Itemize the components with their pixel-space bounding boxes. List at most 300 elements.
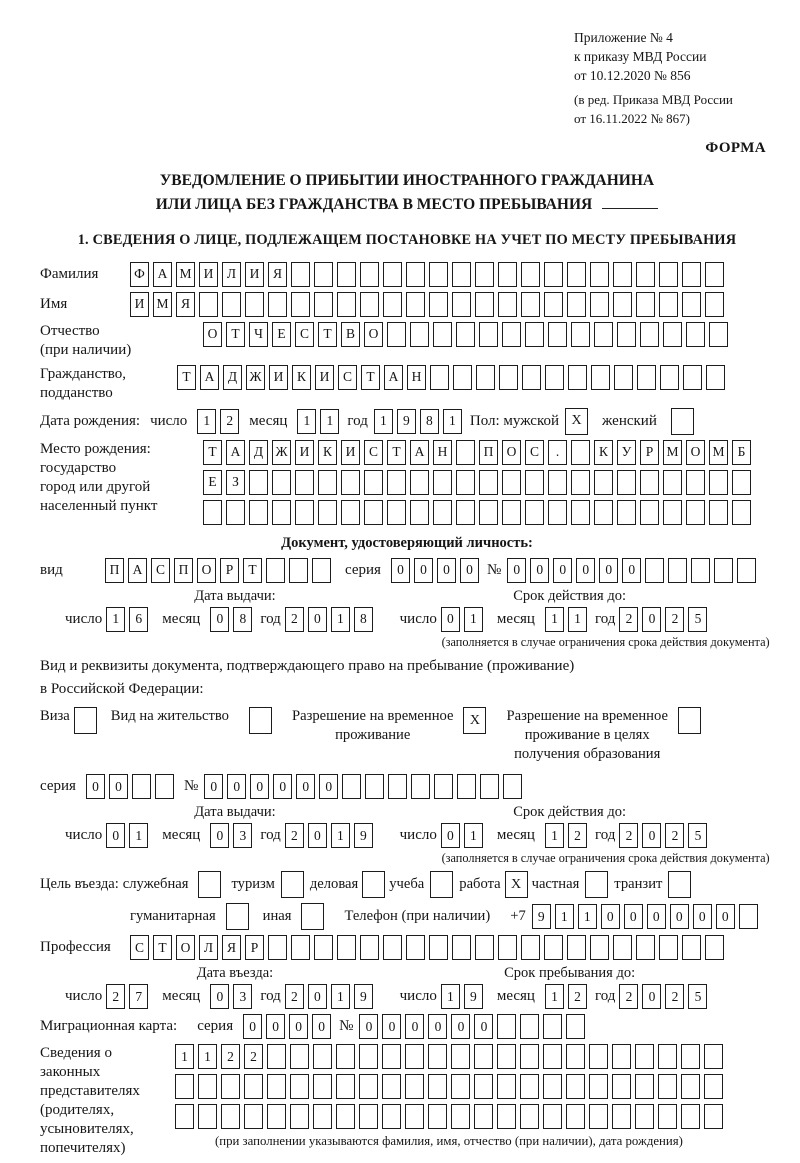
char-cell[interactable] — [456, 470, 475, 495]
char-cell[interactable]: 1 — [464, 823, 483, 848]
char-cell[interactable] — [360, 262, 379, 287]
char-cell[interactable] — [410, 500, 429, 525]
char-cell[interactable]: М — [176, 262, 195, 287]
char-cell[interactable]: С — [338, 365, 357, 390]
char-cell[interactable]: 0 — [624, 904, 643, 929]
char-cell[interactable]: И — [315, 365, 334, 390]
char-cell[interactable] — [635, 1074, 654, 1099]
char-cell[interactable] — [337, 292, 356, 317]
char-cell[interactable]: 3 — [233, 984, 252, 1009]
char-cell[interactable]: 1 — [129, 823, 148, 848]
char-cell[interactable] — [365, 774, 384, 799]
char-cell[interactable]: 0 — [670, 904, 689, 929]
char-cell[interactable]: 9 — [464, 984, 483, 1009]
char-cell[interactable] — [387, 322, 406, 347]
char-cell[interactable] — [503, 774, 522, 799]
char-cell[interactable] — [498, 292, 517, 317]
char-cell[interactable]: Д — [249, 440, 268, 465]
char-cell[interactable]: 0 — [647, 904, 666, 929]
char-cell[interactable]: 2 — [665, 607, 684, 632]
char-cell[interactable] — [428, 1044, 447, 1069]
char-cell[interactable] — [543, 1104, 562, 1129]
char-cell[interactable]: 2 — [619, 607, 638, 632]
char-cell[interactable] — [567, 262, 586, 287]
char-cell[interactable]: Ф — [130, 262, 149, 287]
char-cell[interactable] — [453, 365, 472, 390]
char-cell[interactable] — [568, 365, 587, 390]
char-cell[interactable] — [198, 1074, 217, 1099]
char-cell[interactable] — [521, 292, 540, 317]
char-cell[interactable] — [359, 1074, 378, 1099]
char-cell[interactable] — [522, 365, 541, 390]
char-cell[interactable] — [479, 470, 498, 495]
char-cell[interactable]: Ж — [246, 365, 265, 390]
char-cell[interactable] — [476, 365, 495, 390]
char-cell[interactable]: И — [341, 440, 360, 465]
char-cell[interactable]: 2 — [665, 823, 684, 848]
char-cell[interactable]: С — [130, 935, 149, 960]
char-cell[interactable] — [410, 322, 429, 347]
char-cell[interactable] — [645, 558, 664, 583]
char-cell[interactable] — [636, 935, 655, 960]
char-cell[interactable] — [474, 1044, 493, 1069]
char-cell[interactable]: 0 — [359, 1014, 378, 1039]
char-cell[interactable] — [451, 1074, 470, 1099]
char-cell[interactable]: И — [245, 262, 264, 287]
char-cell[interactable] — [314, 262, 333, 287]
char-cell[interactable] — [498, 262, 517, 287]
char-cell[interactable]: Т — [226, 322, 245, 347]
char-cell[interactable] — [686, 470, 705, 495]
purpose-gumanitarnaya-checkbox[interactable] — [226, 903, 249, 930]
char-cell[interactable] — [543, 1044, 562, 1069]
char-cell[interactable]: Р — [220, 558, 239, 583]
char-cell[interactable] — [594, 500, 613, 525]
char-cell[interactable] — [521, 262, 540, 287]
char-cell[interactable] — [525, 322, 544, 347]
char-cell[interactable] — [709, 470, 728, 495]
char-cell[interactable] — [617, 322, 636, 347]
char-cell[interactable] — [617, 470, 636, 495]
char-cell[interactable] — [502, 500, 521, 525]
char-cell[interactable]: 0 — [716, 904, 735, 929]
char-cell[interactable] — [312, 558, 331, 583]
char-cell[interactable] — [544, 262, 563, 287]
char-cell[interactable]: Т — [203, 440, 222, 465]
char-cell[interactable] — [203, 500, 222, 525]
char-cell[interactable] — [613, 292, 632, 317]
char-cell[interactable]: 6 — [129, 607, 148, 632]
char-cell[interactable]: О — [176, 935, 195, 960]
char-cell[interactable] — [428, 1074, 447, 1099]
char-cell[interactable]: Б — [732, 440, 751, 465]
char-cell[interactable]: 0 — [243, 1014, 262, 1039]
char-cell[interactable]: 9 — [397, 409, 416, 434]
char-cell[interactable] — [452, 292, 471, 317]
char-cell[interactable]: 1 — [545, 607, 564, 632]
char-cell[interactable] — [525, 500, 544, 525]
char-cell[interactable] — [520, 1014, 539, 1039]
char-cell[interactable] — [737, 558, 756, 583]
char-cell[interactable] — [571, 322, 590, 347]
char-cell[interactable]: Р — [640, 440, 659, 465]
char-cell[interactable]: 0 — [308, 607, 327, 632]
char-cell[interactable] — [704, 1074, 723, 1099]
char-cell[interactable]: 0 — [382, 1014, 401, 1039]
char-cell[interactable] — [405, 1044, 424, 1069]
char-cell[interactable] — [382, 1104, 401, 1129]
char-cell[interactable] — [497, 1104, 516, 1129]
char-cell[interactable] — [590, 935, 609, 960]
char-cell[interactable] — [267, 1104, 286, 1129]
char-cell[interactable] — [364, 500, 383, 525]
char-cell[interactable] — [566, 1104, 585, 1129]
char-cell[interactable] — [429, 262, 448, 287]
char-cell[interactable] — [337, 262, 356, 287]
char-cell[interactable]: И — [295, 440, 314, 465]
char-cell[interactable] — [613, 262, 632, 287]
char-cell[interactable] — [268, 935, 287, 960]
char-cell[interactable]: 9 — [532, 904, 551, 929]
char-cell[interactable]: А — [200, 365, 219, 390]
char-cell[interactable]: 0 — [296, 774, 315, 799]
char-cell[interactable] — [291, 292, 310, 317]
char-cell[interactable] — [267, 1044, 286, 1069]
char-cell[interactable] — [691, 558, 710, 583]
char-cell[interactable]: У — [617, 440, 636, 465]
char-cell[interactable]: 0 — [319, 774, 338, 799]
char-cell[interactable]: С — [525, 440, 544, 465]
char-cell[interactable] — [640, 500, 659, 525]
char-cell[interactable] — [244, 1074, 263, 1099]
char-cell[interactable] — [474, 1104, 493, 1129]
char-cell[interactable] — [594, 322, 613, 347]
char-cell[interactable]: М — [663, 440, 682, 465]
char-cell[interactable]: 0 — [391, 558, 410, 583]
char-cell[interactable] — [475, 292, 494, 317]
char-cell[interactable]: Я — [176, 292, 195, 317]
char-cell[interactable]: 0 — [601, 904, 620, 929]
char-cell[interactable] — [612, 1044, 631, 1069]
char-cell[interactable]: З — [226, 470, 245, 495]
char-cell[interactable] — [245, 292, 264, 317]
char-cell[interactable]: Н — [407, 365, 426, 390]
char-cell[interactable]: А — [153, 262, 172, 287]
char-cell[interactable]: А — [128, 558, 147, 583]
char-cell[interactable]: В — [341, 322, 360, 347]
char-cell[interactable]: 7 — [129, 984, 148, 1009]
char-cell[interactable] — [475, 262, 494, 287]
purpose-turizm-checkbox[interactable] — [281, 871, 304, 898]
char-cell[interactable] — [406, 292, 425, 317]
char-cell[interactable] — [313, 1044, 332, 1069]
char-cell[interactable] — [383, 935, 402, 960]
char-cell[interactable] — [451, 1104, 470, 1129]
char-cell[interactable]: 0 — [530, 558, 549, 583]
char-cell[interactable]: 1 — [197, 409, 216, 434]
char-cell[interactable]: Е — [272, 322, 291, 347]
char-cell[interactable] — [659, 262, 678, 287]
char-cell[interactable] — [636, 262, 655, 287]
char-cell[interactable]: А — [410, 440, 429, 465]
char-cell[interactable]: К — [318, 440, 337, 465]
char-cell[interactable]: 0 — [576, 558, 595, 583]
char-cell[interactable] — [706, 365, 725, 390]
char-cell[interactable] — [732, 470, 751, 495]
char-cell[interactable] — [249, 500, 268, 525]
char-cell[interactable] — [548, 470, 567, 495]
char-cell[interactable] — [704, 1044, 723, 1069]
char-cell[interactable]: 0 — [642, 984, 661, 1009]
char-cell[interactable]: 1 — [198, 1044, 217, 1069]
char-cell[interactable] — [544, 292, 563, 317]
char-cell[interactable]: 1 — [545, 823, 564, 848]
char-cell[interactable]: 0 — [86, 774, 105, 799]
temp-permit-checkbox[interactable]: X — [463, 707, 486, 734]
char-cell[interactable]: 5 — [688, 607, 707, 632]
char-cell[interactable]: Р — [245, 935, 264, 960]
char-cell[interactable] — [686, 322, 705, 347]
char-cell[interactable] — [705, 935, 724, 960]
char-cell[interactable]: И — [199, 262, 218, 287]
char-cell[interactable]: 0 — [441, 607, 460, 632]
char-cell[interactable] — [313, 1074, 332, 1099]
char-cell[interactable] — [571, 470, 590, 495]
char-cell[interactable] — [456, 500, 475, 525]
char-cell[interactable]: 1 — [320, 409, 339, 434]
char-cell[interactable] — [221, 1074, 240, 1099]
char-cell[interactable] — [360, 292, 379, 317]
char-cell[interactable] — [613, 935, 632, 960]
char-cell[interactable] — [497, 1074, 516, 1099]
char-cell[interactable] — [502, 470, 521, 495]
visa-checkbox[interactable] — [74, 707, 97, 734]
char-cell[interactable] — [383, 262, 402, 287]
char-cell[interactable] — [732, 500, 751, 525]
char-cell[interactable] — [739, 904, 758, 929]
char-cell[interactable] — [457, 774, 476, 799]
char-cell[interactable]: 2 — [285, 823, 304, 848]
char-cell[interactable]: 1 — [464, 607, 483, 632]
char-cell[interactable] — [682, 292, 701, 317]
char-cell[interactable] — [566, 1014, 585, 1039]
char-cell[interactable] — [382, 1044, 401, 1069]
char-cell[interactable]: П — [479, 440, 498, 465]
char-cell[interactable] — [290, 1044, 309, 1069]
char-cell[interactable]: 1 — [545, 984, 564, 1009]
char-cell[interactable] — [411, 774, 430, 799]
char-cell[interactable] — [314, 935, 333, 960]
char-cell[interactable] — [406, 935, 425, 960]
char-cell[interactable]: 0 — [204, 774, 223, 799]
char-cell[interactable] — [475, 935, 494, 960]
char-cell[interactable] — [318, 470, 337, 495]
char-cell[interactable]: 0 — [428, 1014, 447, 1039]
char-cell[interactable] — [337, 935, 356, 960]
char-cell[interactable]: 0 — [405, 1014, 424, 1039]
char-cell[interactable]: 1 — [331, 823, 350, 848]
char-cell[interactable] — [291, 935, 310, 960]
char-cell[interactable]: 0 — [553, 558, 572, 583]
char-cell[interactable] — [175, 1074, 194, 1099]
char-cell[interactable] — [520, 1074, 539, 1099]
char-cell[interactable]: 1 — [175, 1044, 194, 1069]
char-cell[interactable] — [405, 1104, 424, 1129]
char-cell[interactable] — [452, 935, 471, 960]
char-cell[interactable] — [548, 322, 567, 347]
char-cell[interactable]: К — [594, 440, 613, 465]
char-cell[interactable]: 0 — [437, 558, 456, 583]
sex-male-checkbox[interactable]: X — [565, 408, 588, 435]
char-cell[interactable] — [132, 774, 151, 799]
char-cell[interactable] — [480, 774, 499, 799]
char-cell[interactable]: К — [292, 365, 311, 390]
purpose-sluzhebnaya-checkbox[interactable] — [198, 871, 221, 898]
char-cell[interactable]: Я — [222, 935, 241, 960]
char-cell[interactable] — [295, 500, 314, 525]
char-cell[interactable] — [709, 500, 728, 525]
char-cell[interactable]: П — [105, 558, 124, 583]
char-cell[interactable] — [387, 500, 406, 525]
char-cell[interactable] — [612, 1104, 631, 1129]
char-cell[interactable] — [617, 500, 636, 525]
char-cell[interactable]: Н — [433, 440, 452, 465]
char-cell[interactable] — [456, 322, 475, 347]
char-cell[interactable]: Д — [223, 365, 242, 390]
char-cell[interactable] — [336, 1044, 355, 1069]
char-cell[interactable]: 0 — [109, 774, 128, 799]
char-cell[interactable] — [637, 365, 656, 390]
char-cell[interactable]: Т — [153, 935, 172, 960]
char-cell[interactable] — [336, 1104, 355, 1129]
char-cell[interactable] — [244, 1104, 263, 1129]
char-cell[interactable]: 0 — [227, 774, 246, 799]
char-cell[interactable]: 0 — [642, 607, 661, 632]
char-cell[interactable] — [635, 1044, 654, 1069]
char-cell[interactable] — [430, 365, 449, 390]
char-cell[interactable]: 0 — [106, 823, 125, 848]
char-cell[interactable] — [388, 774, 407, 799]
char-cell[interactable]: А — [226, 440, 245, 465]
char-cell[interactable] — [594, 470, 613, 495]
char-cell[interactable]: М — [153, 292, 172, 317]
char-cell[interactable] — [175, 1104, 194, 1129]
char-cell[interactable] — [249, 470, 268, 495]
char-cell[interactable] — [520, 1104, 539, 1129]
char-cell[interactable] — [704, 1104, 723, 1129]
char-cell[interactable]: 1 — [106, 607, 125, 632]
char-cell[interactable]: 0 — [308, 984, 327, 1009]
char-cell[interactable] — [681, 1074, 700, 1099]
char-cell[interactable] — [222, 292, 241, 317]
char-cell[interactable]: 0 — [414, 558, 433, 583]
char-cell[interactable] — [705, 262, 724, 287]
char-cell[interactable] — [428, 1104, 447, 1129]
char-cell[interactable]: 0 — [210, 823, 229, 848]
char-cell[interactable] — [341, 470, 360, 495]
char-cell[interactable] — [659, 292, 678, 317]
char-cell[interactable] — [567, 292, 586, 317]
char-cell[interactable] — [364, 470, 383, 495]
char-cell[interactable] — [663, 500, 682, 525]
char-cell[interactable] — [658, 1104, 677, 1129]
char-cell[interactable]: 9 — [354, 984, 373, 1009]
char-cell[interactable]: 1 — [568, 607, 587, 632]
char-cell[interactable]: 1 — [578, 904, 597, 929]
char-cell[interactable] — [383, 292, 402, 317]
char-cell[interactable]: 5 — [688, 984, 707, 1009]
char-cell[interactable]: О — [203, 322, 222, 347]
char-cell[interactable] — [614, 365, 633, 390]
char-cell[interactable]: 2 — [619, 984, 638, 1009]
char-cell[interactable]: 0 — [441, 823, 460, 848]
char-cell[interactable] — [612, 1074, 631, 1099]
char-cell[interactable]: 0 — [507, 558, 526, 583]
char-cell[interactable]: Ж — [272, 440, 291, 465]
char-cell[interactable] — [660, 365, 679, 390]
char-cell[interactable] — [406, 262, 425, 287]
char-cell[interactable] — [433, 470, 452, 495]
char-cell[interactable] — [498, 935, 517, 960]
char-cell[interactable] — [433, 500, 452, 525]
char-cell[interactable] — [434, 774, 453, 799]
char-cell[interactable] — [520, 1044, 539, 1069]
char-cell[interactable] — [640, 322, 659, 347]
sex-female-checkbox[interactable] — [671, 408, 694, 435]
char-cell[interactable] — [567, 935, 586, 960]
char-cell[interactable] — [525, 470, 544, 495]
char-cell[interactable] — [456, 440, 475, 465]
char-cell[interactable]: Т — [177, 365, 196, 390]
char-cell[interactable]: 8 — [354, 607, 373, 632]
char-cell[interactable]: О — [502, 440, 521, 465]
char-cell[interactable]: 1 — [443, 409, 462, 434]
char-cell[interactable] — [589, 1104, 608, 1129]
char-cell[interactable] — [433, 322, 452, 347]
char-cell[interactable]: 2 — [568, 823, 587, 848]
char-cell[interactable]: 8 — [420, 409, 439, 434]
char-cell[interactable]: О — [686, 440, 705, 465]
char-cell[interactable]: О — [364, 322, 383, 347]
char-cell[interactable] — [668, 558, 687, 583]
char-cell[interactable]: 0 — [312, 1014, 331, 1039]
char-cell[interactable] — [289, 558, 308, 583]
char-cell[interactable] — [589, 1044, 608, 1069]
char-cell[interactable] — [663, 322, 682, 347]
edu-permit-checkbox[interactable] — [678, 707, 701, 734]
char-cell[interactable] — [295, 470, 314, 495]
char-cell[interactable] — [272, 470, 291, 495]
purpose-chastnaya-checkbox[interactable] — [585, 871, 608, 898]
char-cell[interactable] — [682, 262, 701, 287]
purpose-tranzit-checkbox[interactable] — [668, 871, 691, 898]
char-cell[interactable] — [314, 292, 333, 317]
char-cell[interactable] — [359, 1044, 378, 1069]
char-cell[interactable]: 0 — [210, 607, 229, 632]
char-cell[interactable] — [266, 558, 285, 583]
char-cell[interactable] — [590, 292, 609, 317]
char-cell[interactable]: 2 — [665, 984, 684, 1009]
char-cell[interactable]: 0 — [693, 904, 712, 929]
char-cell[interactable] — [566, 1074, 585, 1099]
char-cell[interactable] — [429, 935, 448, 960]
char-cell[interactable]: 5 — [688, 823, 707, 848]
char-cell[interactable] — [640, 470, 659, 495]
char-cell[interactable]: Ч — [249, 322, 268, 347]
char-cell[interactable] — [658, 1044, 677, 1069]
char-cell[interactable]: 0 — [289, 1014, 308, 1039]
char-cell[interactable]: 0 — [642, 823, 661, 848]
